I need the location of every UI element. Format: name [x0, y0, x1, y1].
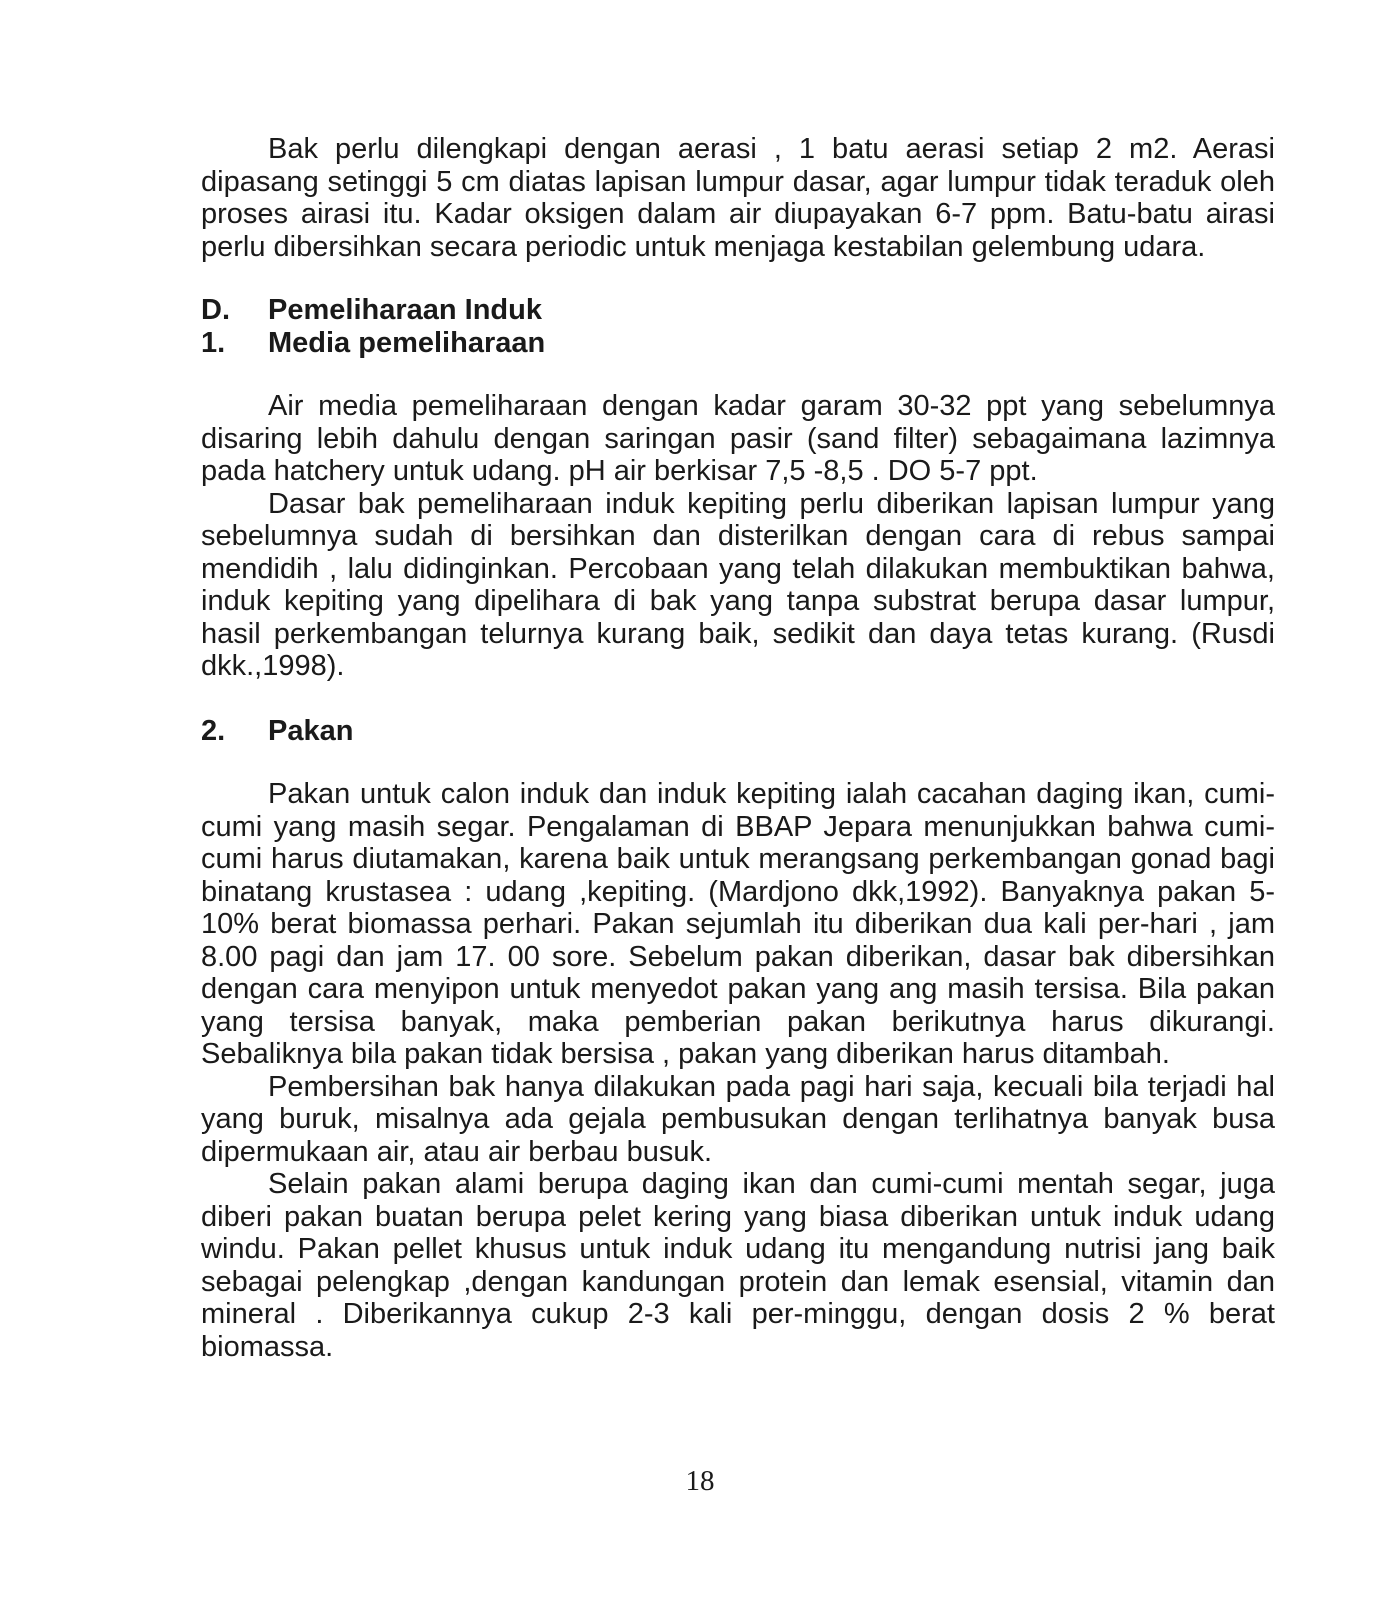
paragraph-aerasi: Bak perlu dilengkapi dengan aerasi , 1 batu aerasi setiap 2 m2. Aerasi dipasang setinggi 5 cm diatas lapisan lumpur dasar, agar lumpur tidak teraduk oleh proses airasi itu. Kadar oksigen dalam air diupayakan 6-7 ppm. Batu-batu airasi perlu dibersihkan secara periodic untuk menjaga kestabilan gelembung udara.	[201, 133, 1275, 263]
subsection-heading-pakan	[201, 715, 1275, 748]
paragraph-media-dasar: Dasar bak pemeliharaan induk kepiting perlu diberikan lapisan lumpur yang sebelumnya sudah di bersihkan dan disterilkan dengan cara di rebus sampai mendidih , lalu didinginkan. Percobaan yang telah dilakukan membuktikan bahwa, induk kepiting yang dipelihara di bak yang tanpa substrat berupa dasar lumpur, hasil perkembangan telurnya kurang baik, sedikit dan daya tetas kurang. (Rusdi dkk.,1998).	[201, 487, 1275, 682]
subsection-heading-media	[201, 327, 1275, 360]
subsection-number: 2.	[201, 714, 226, 747]
section-heading-d	[201, 294, 1275, 327]
paragraph-pakan-pembersihan: Pembersihan bak hanya dilakukan pada pagi hari saja, kecuali bila terjadi hal yang buruk, misalnya ada gejala pembusukan dengan terlihatnya banyak busa dipermukaan air, atau air berbau busuk.	[201, 1070, 1275, 1168]
paragraph-pakan-buatan: Selain pakan alami berupa daging ikan dan cumi-cumi mentah segar, juga diberi pakan buatan berupa pelet kering yang biasa diberikan untuk induk udang windu. Pakan pellet khusus untuk induk udang itu mengandung nutrisi jang baik sebagai pelengkap ,dengan kandungan protein dan lemak esensial, vitamin dan mineral . Diberikannya cukup 2-3 kali per-minggu, dengan dosis 2 % berat biomassa.	[201, 1168, 1275, 1363]
subsection-title: Pakan	[268, 714, 354, 747]
subsection-title: Media pemeliharaan	[268, 326, 546, 359]
paragraph-media-air: Air media pemeliharaan dengan kadar garam 30-32 ppt yang sebelumnya disaring lebih dahulu dengan saringan pasir (sand filter) sebagaimana lazimnya pada hatchery untuk udang. pH air berkisar 7,5 -8,5 . DO 5-7 ppt.	[201, 390, 1275, 487]
subsection-number: 1.	[201, 326, 226, 359]
section-title: Pemeliharaan Induk	[268, 294, 542, 326]
section-number: D.	[201, 294, 230, 326]
paragraph-pakan-jenis: Pakan untuk calon induk dan induk kepiting ialah cacahan daging ikan, cumi-cumi yang masih segar. Pengalaman di BBAP Jepara menunjukkan bahwa cumi-cumi harus diutamakan, karena baik untuk merangsang perkembangan gonad bagi binatang krustasea : udang ,kepiting. (Mardjono dkk,1992). Banyaknya pakan 5-10% berat biomassa perhari. Pakan sejumlah itu diberikan dua kali per-hari , jam 8.00 pagi dan jam 17. 00 sore. Sebelum pakan diberikan, dasar bak dibersihkan dengan cara menyipon untuk menyedot pakan yang ang masih tersisa. Bila pakan yang tersisa banyak, maka pemberian pakan berikutnya harus dikurangi. Sebaliknya bila pakan tidak bersisa , pakan yang diberikan harus ditambah.	[201, 778, 1275, 1070]
page-content	[201, 133, 1275, 1363]
page-number: 18	[685, 1465, 715, 1497]
